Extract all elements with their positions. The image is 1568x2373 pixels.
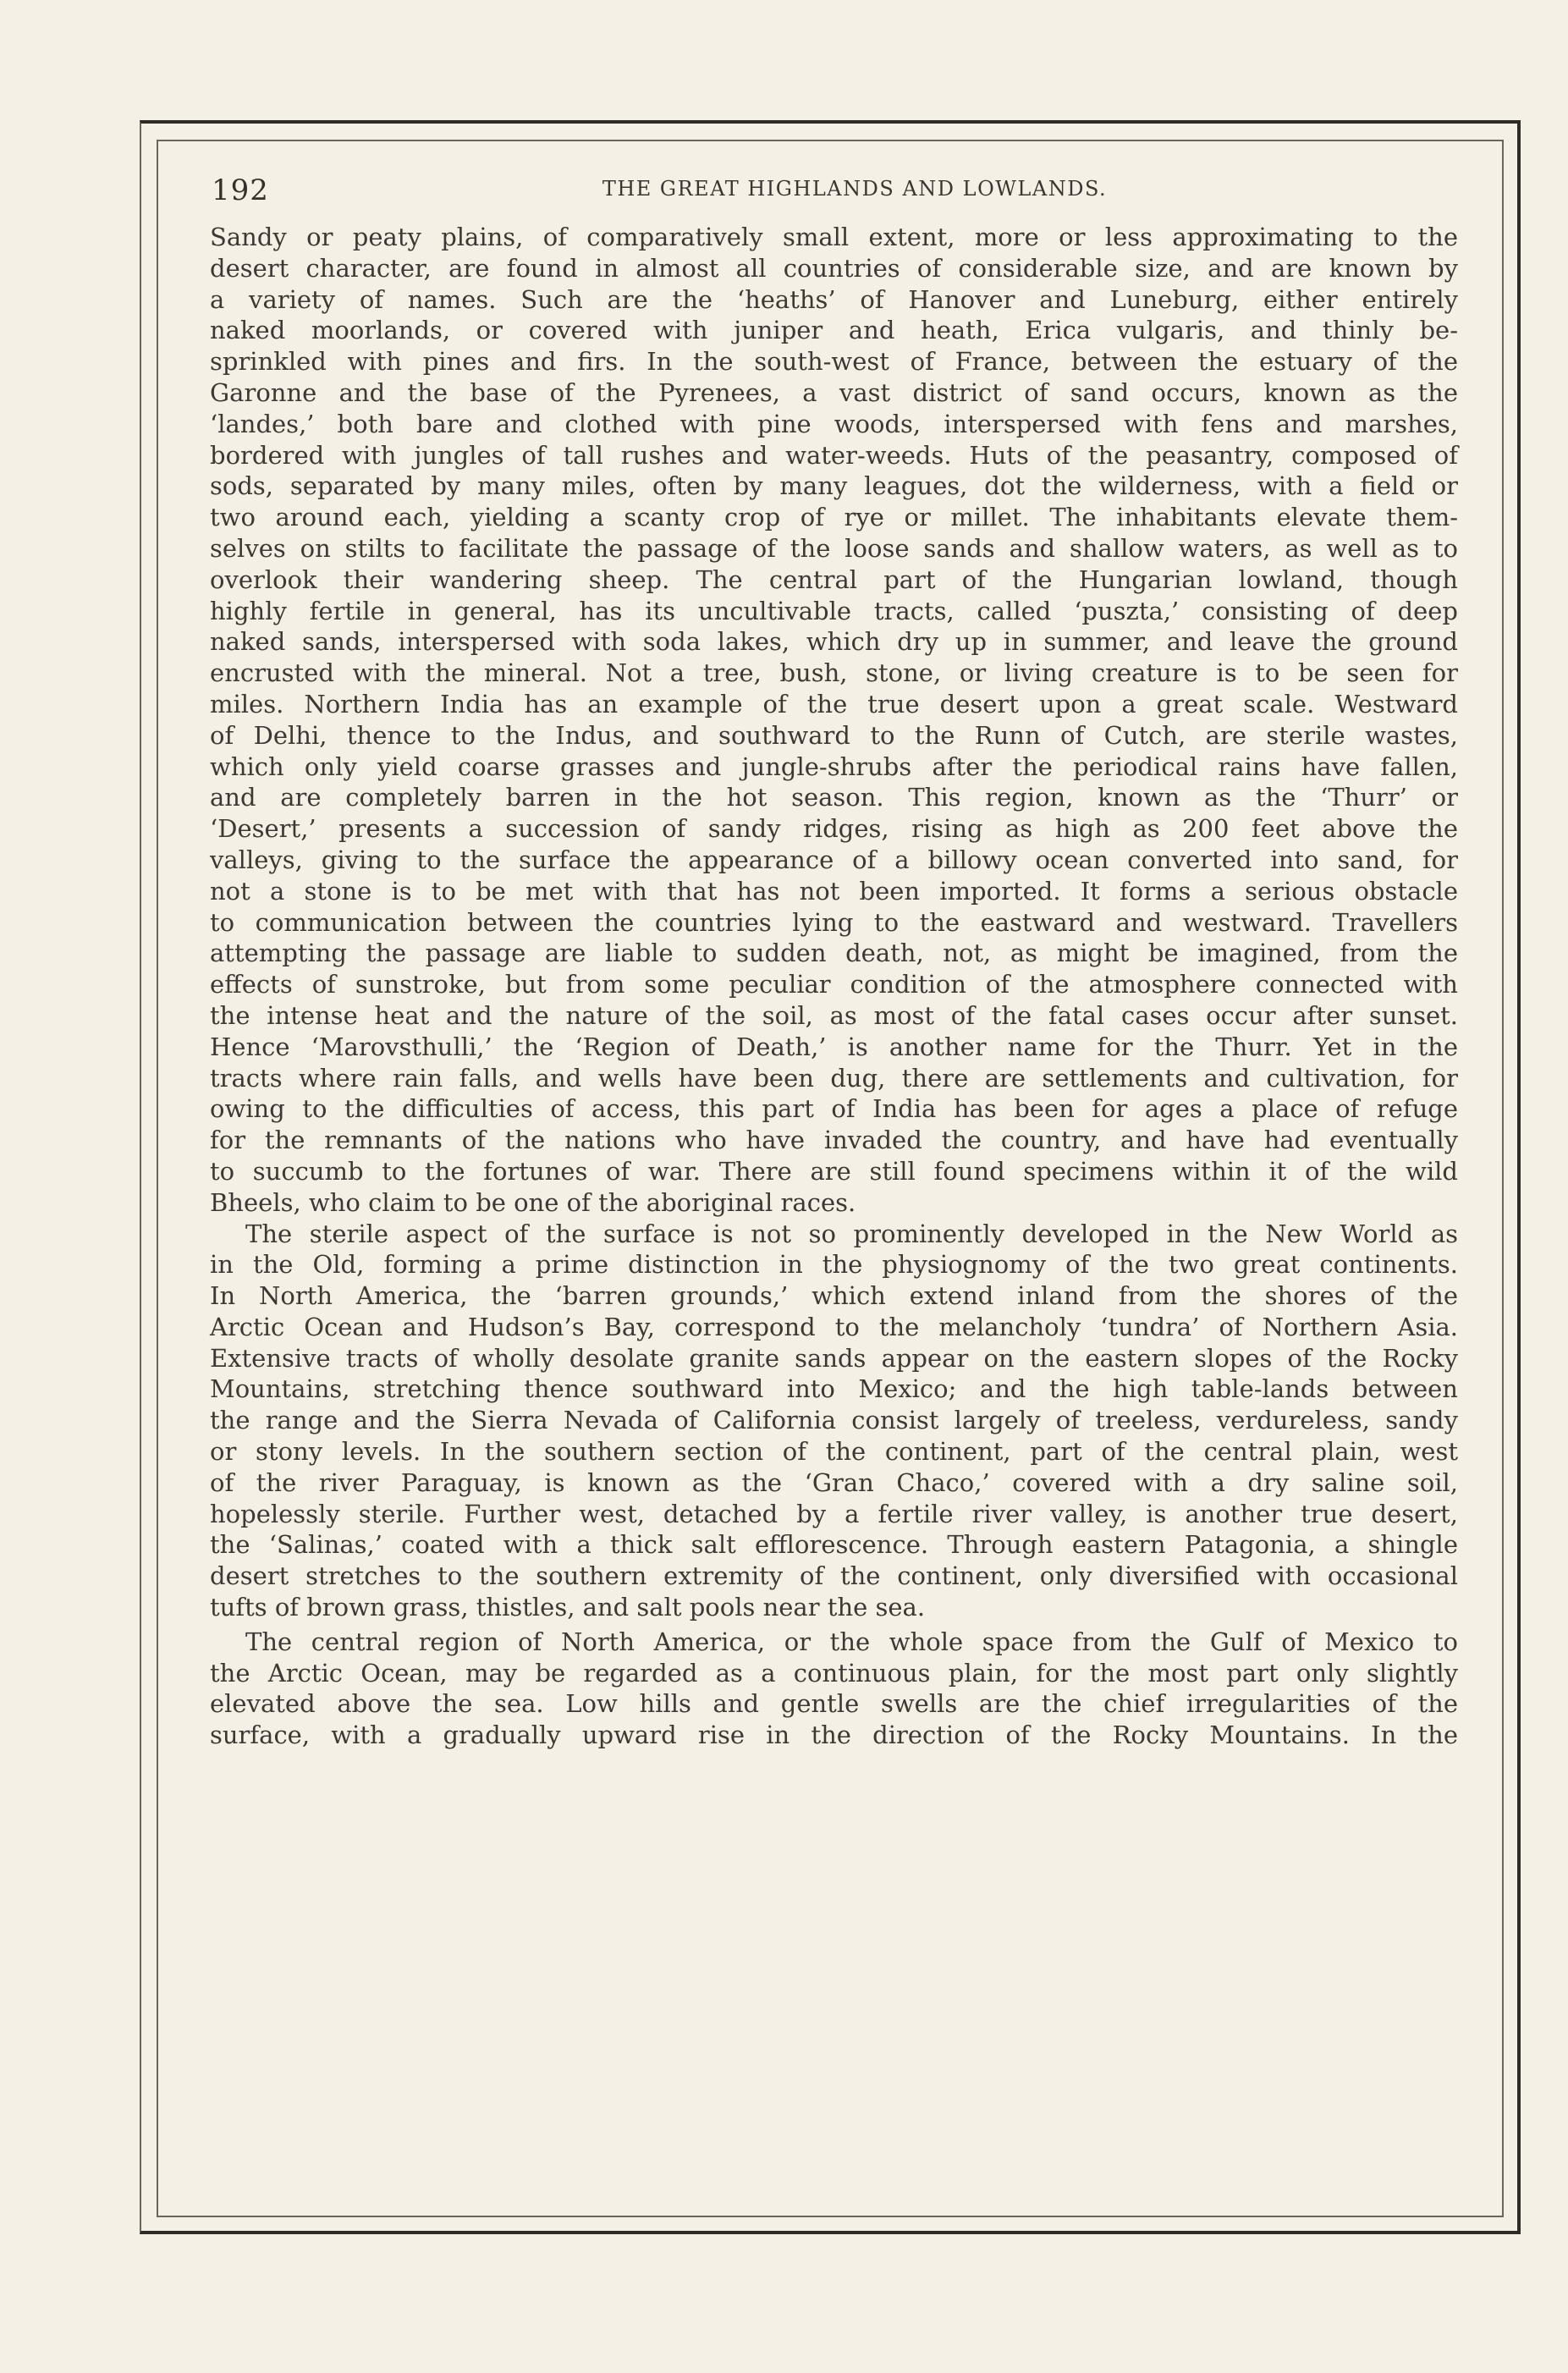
text-line: sods, separated by many miles, often by many leagues, dot the wilderness, with a field or [210, 471, 1458, 501]
text-line: valleys, giving to the surface the appearance of a billowy ocean converted into sand, for [210, 845, 1458, 874]
text-line: Hence ‘Marovsthulli,’ the ‘Region of Death,’ is another name for the Thurr. Yet in the [210, 1032, 1458, 1061]
text-line: desert character, are found in almost all countries of considerable size, and are known by [210, 253, 1458, 283]
text-line: elevated above the sea. Low hills and gentle swells are the chief irregularities of the [210, 1689, 1458, 1719]
text-line: the ‘Salinas,’ coated with a thick salt efflorescence. Through eastern Patagonia, a shingle [210, 1530, 1458, 1560]
text-line: miles. Northern India has an example of the true desert upon a great scale. Westward [210, 689, 1458, 719]
text-line: a variety of names. Such are the ‘heaths’ of Hanover and Luneburg, either entirely [210, 284, 1458, 314]
text-line: sprinkled with pines and firs. In the south-west of France, between the estuary of the [210, 347, 1458, 377]
text-line: of Delhi, thence to the Indus, and southward to the Runn of Cutch, are sterile wastes, [210, 720, 1458, 750]
text-line: The sterile aspect of the surface is not so prominently developed in the New World as [245, 1219, 1458, 1248]
text-line: encrusted with the mineral. Not a tree, bush, stone, or living creature is to be seen for [210, 658, 1458, 688]
text-line: Garonne and the base of the Pyrenees, a vast district of sand occurs, known as the [210, 377, 1458, 407]
text-line: owing to the difficulties of access, this part of India has been for ages a place of refuge [210, 1094, 1458, 1124]
text-line: Bheels, who claim to be one of the aboriginal races. [210, 1187, 856, 1217]
text-line: Sandy or peaty plains, of comparatively small extent, more or less approximating to the [210, 223, 1458, 251]
text-line: overlook their wandering sheep. The central part of the Hungarian lowland, though [210, 564, 1458, 594]
text-line: for the remnants of the nations who have invaded the country, and have had eventually [210, 1126, 1458, 1155]
text-line: which only yield coarse grasses and jungle-shrubs after the periodical rains have fallen, [210, 752, 1458, 781]
text-line: tufts of brown grass, thistles, and salt pools near the sea. [210, 1593, 926, 1622]
text-line: highly fertile in general, has its uncultivable tracts, called ‘puszta,’ consisting of deep [210, 596, 1458, 625]
text-line: to succumb to the fortunes of war. There are still found specimens within it of the wild [210, 1156, 1458, 1186]
text-line: or stony levels. In the southern section of the continent, part of the central plain, west [210, 1437, 1458, 1467]
text-line: bordered with jungles of tall rushes and water-weeds. Huts of the peasantry, composed of [210, 440, 1458, 470]
page-number: 192 [212, 173, 269, 207]
text-line: two around each, yielding a scanty crop of rye or millet. The inhabitants elevate them- [210, 503, 1458, 532]
text-line: the Arctic Ocean, may be regarded as a continuous plain, for the most part only slightly [210, 1658, 1458, 1688]
text-line: hopelessly sterile. Further west, detached by a fertile river valley, is another true desert, [210, 1499, 1458, 1528]
text-line: surface, with a gradually upward rise in the direction of the Rocky Mountains. In the [210, 1721, 1458, 1750]
running-title: THE GREAT HIGHLANDS AND LOWLANDS. [602, 177, 1108, 201]
text-line: tracts where rain falls, and wells have been dug, there are settlements and cultivation, for [210, 1063, 1458, 1093]
text-line: of the river Paraguay, is known as the ‘Gran Chaco,’ covered with a dry saline soil, [210, 1467, 1458, 1497]
text-line: selves on stilts to facilitate the passage of the loose sands and shallow waters, as well as to [210, 533, 1458, 563]
text-line: Mountains, stretching thence southward into Mexico; and the high table-lands between [210, 1374, 1458, 1404]
text-line: the range and the Sierra Nevada of California consist largely of treeless, verdureless, sandy [210, 1406, 1458, 1435]
text-line: and are completely barren in the hot season. This region, known as the ‘Thurr’ or [210, 783, 1458, 812]
body-text [210, 222, 1458, 1751]
text-line: Arctic Ocean and Hudson’s Bay, correspond to the melancholy ‘tundra’ of Northern Asia. [210, 1312, 1458, 1341]
text-line: naked sands, interspersed with soda lakes, which dry up in summer, and leave the ground [210, 627, 1458, 657]
text-line: Extensive tracts of wholly desolate granite sands appear on the eastern slopes of the Rocky [210, 1343, 1458, 1373]
text-line: In North America, the ‘barren grounds,’ which extend inland from the shores of the [210, 1281, 1458, 1311]
text-line: effects of sunstroke, but from some peculiar condition of the atmosphere connected with [210, 970, 1458, 999]
text-line: desert stretches to the southern extremity of the continent, only diversified with occasional [210, 1561, 1458, 1591]
text-line: attempting the passage are liable to sudden death, not, as might be imagined, from the [210, 939, 1458, 968]
text-line: not a stone is to be met with that has not been imported. It forms a serious obstacle [210, 876, 1458, 906]
text-line: to communication between the countries lying to the eastward and westward. Travellers [210, 907, 1458, 937]
text-line: naked moorlands, or covered with juniper and heath, Erica vulgaris, and thinly be- [210, 316, 1458, 345]
running-head [212, 173, 1447, 207]
text-line: the intense heat and the nature of the soil, as most of the fatal cases occur after sunset. [210, 1000, 1458, 1030]
text-line: ‘landes,’ both bare and clothed with pine woods, interspersed with fens and marshes, [210, 409, 1458, 438]
text-line: The central region of North America, or the whole space from the Gulf of Mexico to [245, 1627, 1458, 1656]
text-line: in the Old, forming a prime distinction in the physiognomy of the two great continents. [210, 1250, 1458, 1280]
text-line: ‘Desert,’ presents a succession of sandy ridges, rising as high as 200 feet above the [210, 814, 1458, 844]
